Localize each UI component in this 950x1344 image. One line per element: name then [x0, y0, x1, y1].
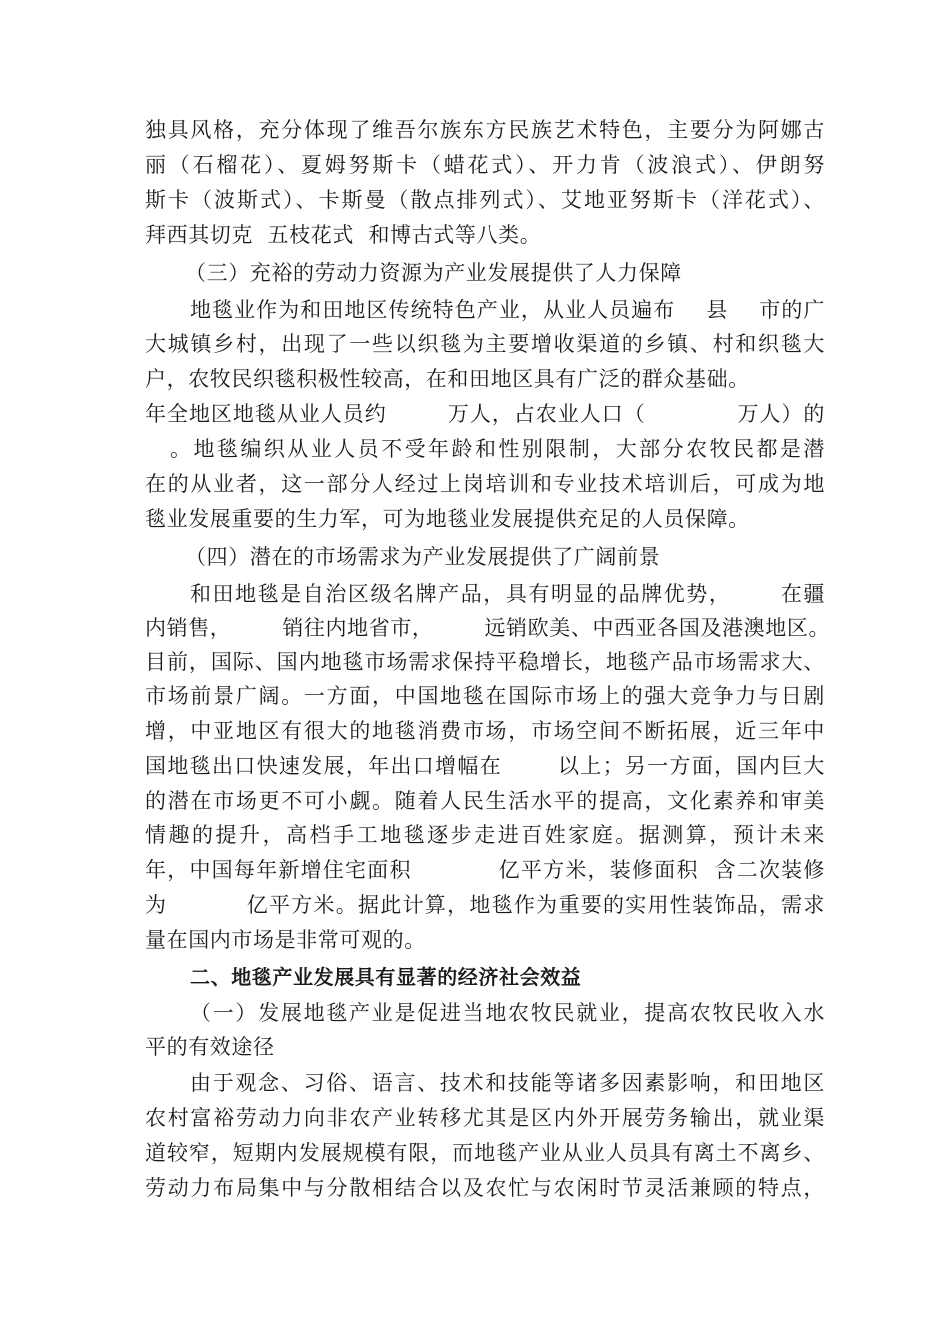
text-line: 农村富裕劳动力向非农产业转移尤其是区内外开展劳务输出，就业渠: [145, 1106, 825, 1130]
text-line: 斯卡（波斯式）、卡斯曼（散点排列式）、艾地亚努斯卡（洋花式）、: [145, 188, 825, 212]
text-line: （四）潜在的市场需求为产业发展提供了广阔前景: [185, 545, 661, 569]
text-line: 毯业发展重要的生力军，可为地毯业发展提供充足的人员保障。: [145, 507, 750, 531]
text-line: 目前，国际、国内地毯市场需求保持平稳增长，地毯产品市场需求大、: [145, 650, 825, 674]
text-line: 劳动力布局集中与分散相结合以及农忙与农闲时节灵活兼顾的特点，: [145, 1176, 825, 1200]
text-line: 独具风格，充分体现了维吾尔族东方民族艺术特色，主要分为阿娜古: [145, 118, 825, 142]
text-line: 道较窄，短期内发展规模有限，而地毯产业从业人员具有离土不离乡、: [145, 1141, 825, 1165]
text-line: 大城镇乡村，出现了一些以织毯为主要增收渠道的乡镇、村和织毯大: [145, 332, 825, 356]
text-line: 市场前景广阔。一方面，中国地毯在国际市场上的强大竞争力与日剧: [145, 684, 825, 708]
text-line: 增，中亚地区有很大的地毯消费市场，市场空间不断拓展，近三年中: [145, 719, 825, 743]
text-line: 在的从业者，这一部分人经过上岗培训和专业技术培训后，可成为地: [145, 472, 825, 496]
text-line: 量在国内市场是非常可观的。: [145, 928, 426, 952]
text-line: （一）发展地毯产业是促进当地农牧民就业，提高农牧民收入水: [190, 1001, 825, 1025]
text-line: 内销售， 销往内地省市， 远销欧美、中西亚各国及港澳地区。: [145, 616, 831, 640]
text-line: 国地毯出口快速发展，年出口增幅在 以上；另一方面，国内巨大: [145, 754, 825, 778]
text-line: 丽（石榴花）、夏姆努斯卡（蜡花式）、开力肯（波浪式）、伊朗努: [145, 153, 825, 177]
text-line: 为 亿平方米。据此计算，地毯作为重要的实用性装饰品，需求: [145, 893, 825, 917]
text-line: 情趣的提升，高档手工地毯逐步走进百姓家庭。据测算，预计未来: [145, 823, 825, 847]
text-line: 拜西其切克 五枝花式 和博古式等八类。: [145, 223, 542, 247]
text-line: 和田地毯是自治区级名牌产品，具有明显的品牌优势， 在疆: [190, 582, 825, 606]
text-line: 的潜在市场更不可小觑。随着人民生活水平的提高，文化素养和审美: [145, 789, 825, 813]
section-heading: 二、地毯产业发展具有显著的经济社会效益: [190, 965, 582, 989]
text-line: 年，中国每年新增住宅面积 亿平方米，装修面积 含二次装修: [145, 858, 825, 882]
text-line: 由于观念、习俗、语言、技术和技能等诸多因素影响，和田地区: [190, 1071, 825, 1095]
text-line: 地毯业作为和田地区传统特色产业，从业人员遍布 县 市的广: [190, 298, 825, 322]
text-line: （三）充裕的劳动力资源为产业发展提供了人力保障: [185, 261, 682, 285]
text-line: 年全地区地毯从业人员约 万人，占农业人口（ 万人）的: [145, 402, 825, 426]
text-line: 户，农牧民织毯积极性较高，在和田地区具有广泛的群众基础。: [145, 367, 750, 391]
text-line: 平的有效途径: [145, 1035, 275, 1059]
text-line: 。地毯编织从业人员不受年龄和性别限制，大部分农牧民都是潜: [170, 437, 825, 461]
